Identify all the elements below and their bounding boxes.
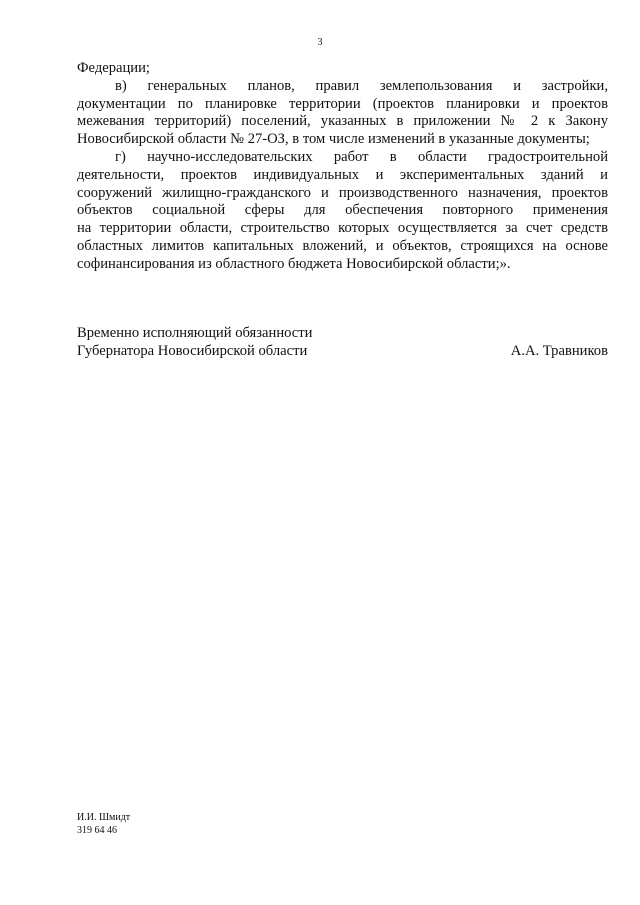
body-line: сооружений жилищно-гражданского и производственного назначения, проектов <box>77 184 608 201</box>
executor-phone: 319 64 46 <box>77 824 117 836</box>
signer-name: А.А. Травников <box>510 342 608 359</box>
body-line: на территории области, строительство которых осуществляется за счет средств <box>77 220 608 237</box>
page-number: 3 <box>317 37 323 48</box>
executor-name: И.И. Шмидт <box>77 812 131 823</box>
body-line: деятельности, проектов индивидуальных и экспериментальных зданий и <box>77 166 608 183</box>
signature-block <box>77 325 608 361</box>
document-body <box>77 60 608 274</box>
body-line: объектов социальной сферы для обеспечения повторного применения <box>77 202 608 219</box>
body-line: Новосибирской области № 27-ОЗ, в том числе изменений в указанные документы; <box>77 131 590 148</box>
signer-position: Губернатора Новосибирской области <box>77 342 308 359</box>
body-line: документации по планировке территории (проектов планировки и проектов <box>77 95 608 112</box>
body-line: областных лимитов капитальных вложений, и объектов, строящихся на основе <box>77 237 608 254</box>
body-line: софинансирования из областного бюджета Новосибирской области;». <box>77 255 511 272</box>
body-line: в) генеральных планов, правил землепользования и застройки, <box>115 77 608 94</box>
body-line: г) научно-исследовательских работ в области градостроительной <box>115 148 608 165</box>
signer-position: Временно исполняющий обязанности <box>77 325 313 341</box>
body-line: межевания территорий) поселений, указанных в приложении № 2 к Закону <box>77 113 608 130</box>
executor-info <box>77 812 130 837</box>
body-line: Федерации; <box>77 60 150 76</box>
